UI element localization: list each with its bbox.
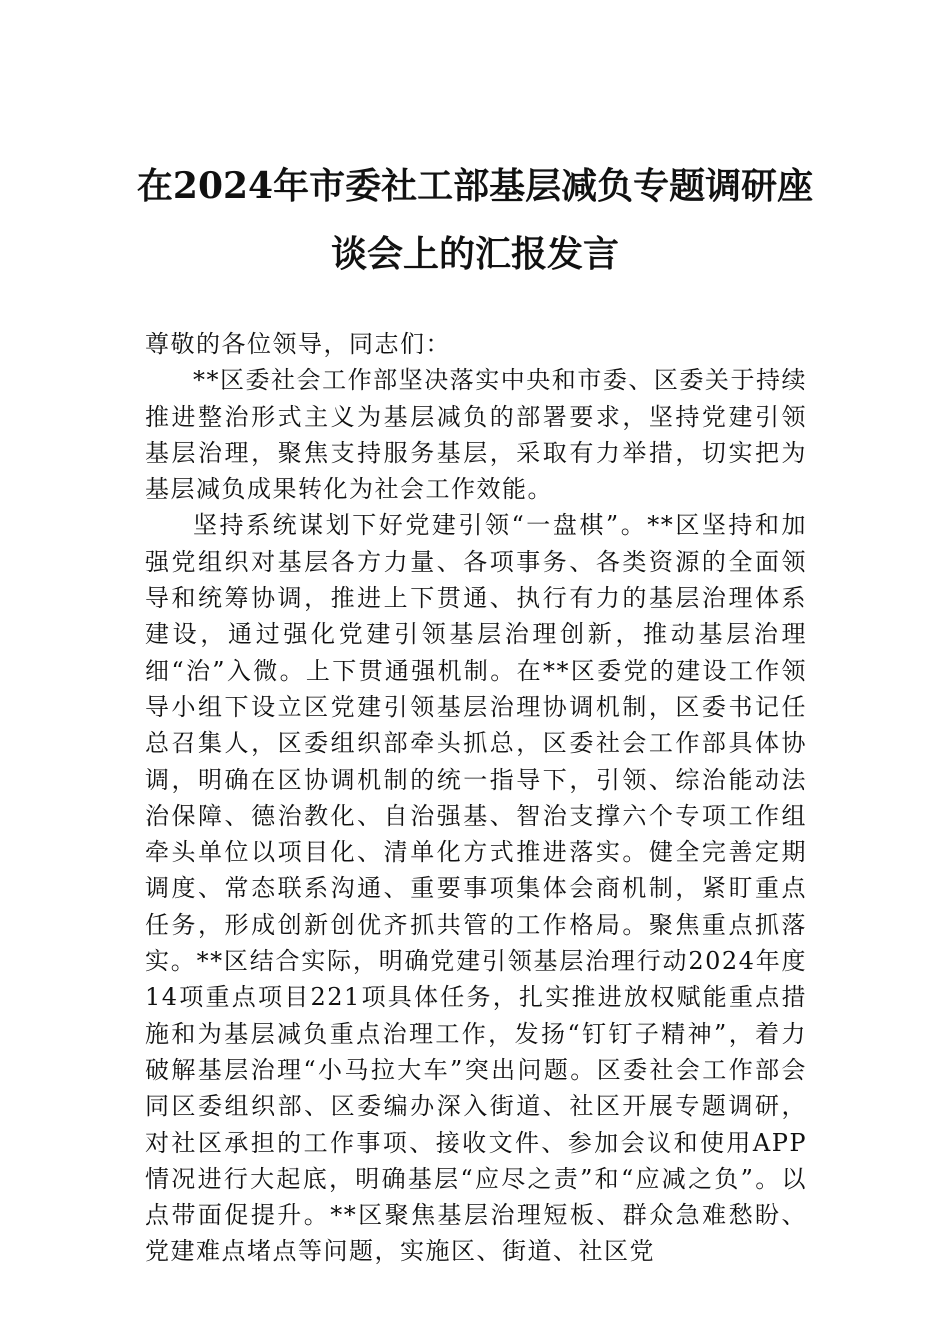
paragraph-intro: **区委社会工作部坚决落实中央和市委、区委关于持续推进整治形式主义为基层减负的部署要求，坚持党建引领基层治理，聚焦支持服务基层，采取有力举措，切实把为基层减负成果转化为社会工作效能。 (145, 366, 807, 504)
paragraph-party-building: 坚持系统谋划下好党建引领“一盘棋”。**区坚持和加强党组织对基层各方力量、各项事务、各类资源的全面领导和统筹协调，推进上下贯通、执行有力的基层治理体系建设，通过强化党建引领基层治理创新，推动基层治理细“治”入微。上下贯通强机制。在**区委党的建设工作领导小组下设立区党建引领基层治理协调机制，区委书记任总召集人，区委组织部牵头抓总，区委社会工作部具体协调，明确在区协调机制的统一指导下，引领、综治能动法治保障、德治教化、自治强基、智治支撑六个专项工作组牵头单位以项目化、清单化方式推进落实。健全完善定期调度、常态联系沟通、重要事项集体会商机制，紧盯重点任务，形成创新创优齐抓共管的工作格局。聚焦重点抓落实。**区结合实际，明确党建引领基层治理行动2024年度14项重点项目221项具体任务，扎实推进放权赋能重点措施和为基层减负重点治理工作，发扬“钉钉子精神”，着力破解基层治理“小马拉大车”突出问题。区委社会工作部会同区委组织部、区委编办深入街道、社区开展专题调研，对社区承担的工作事项、接收文件、参加会议和使用APP情况进行大起底，明确基层“应尽之责”和“应减之负”。以点带面促提升。**区聚焦基层治理短板、群众急难愁盼、党建难点堵点等问题，实施区、街道、社区党 (145, 511, 807, 1266)
document-title-line-2: 谈会上的汇报发言 (330, 233, 619, 275)
salutation: 尊敬的各位领导，同志们： (145, 330, 451, 358)
document-title-line-1: 在2024年市委社工部基层减负专题调研座 (136, 165, 814, 207)
document-body (145, 326, 807, 1270)
